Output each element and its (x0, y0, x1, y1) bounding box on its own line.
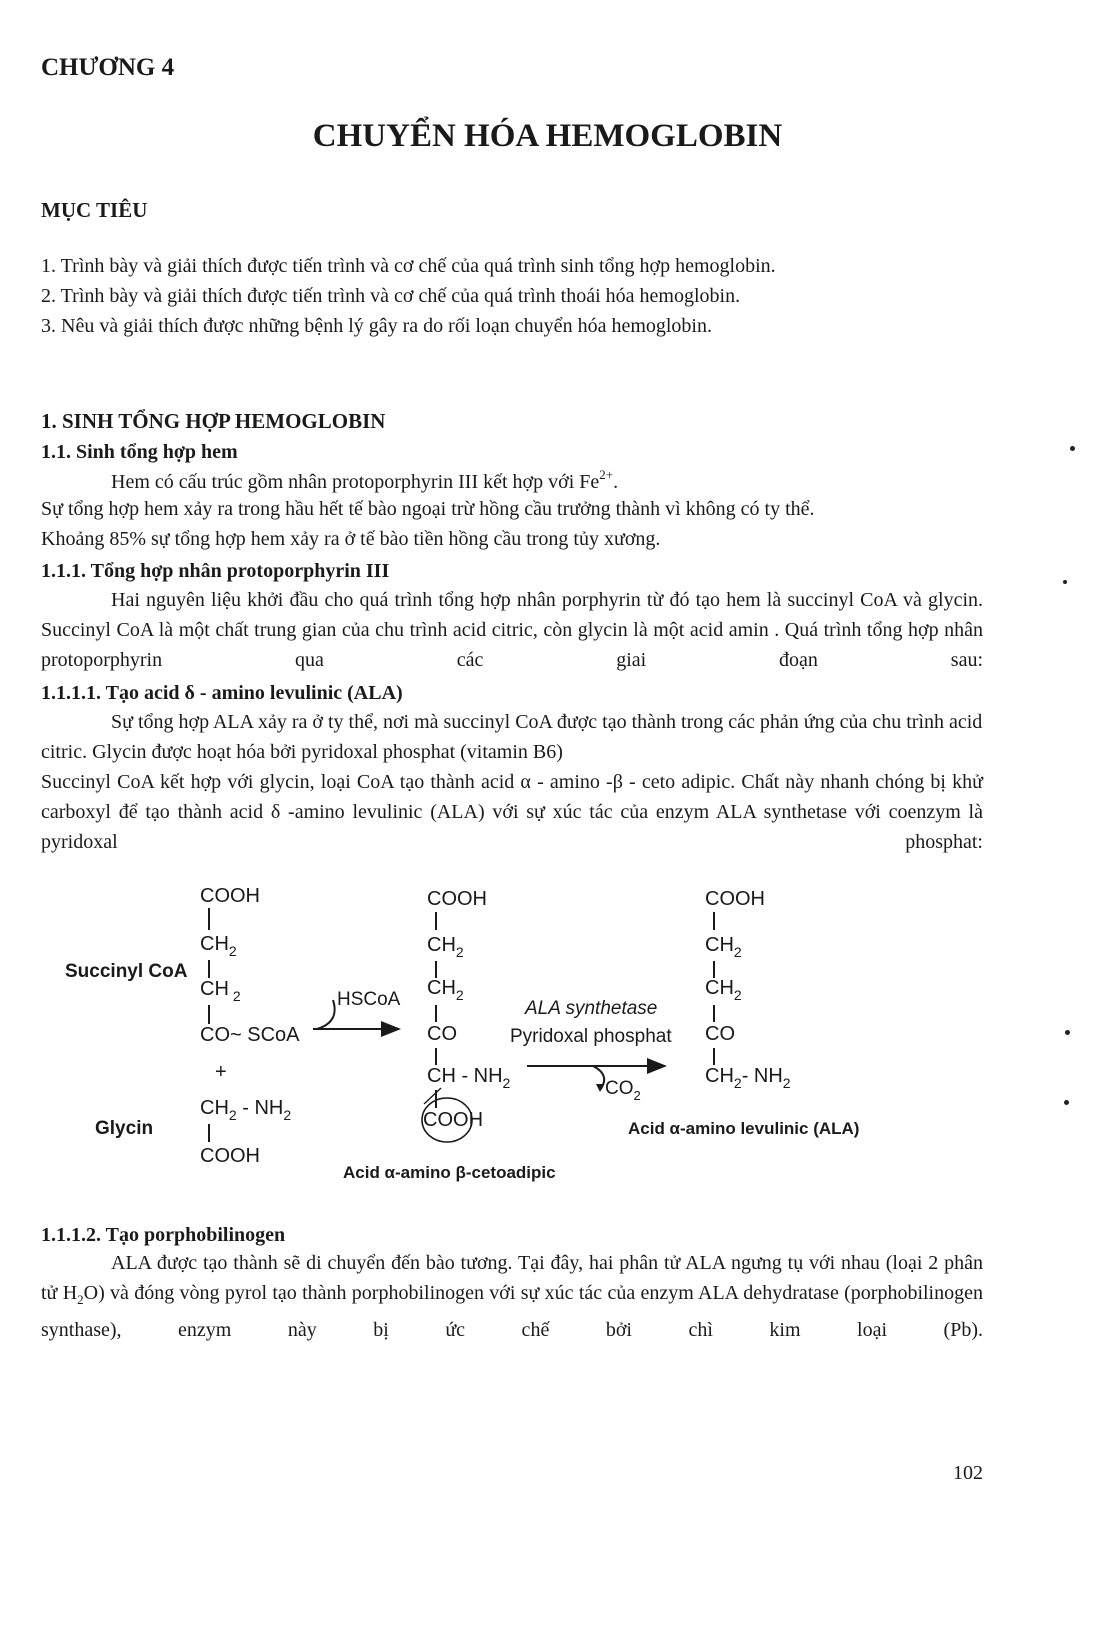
intermediate-structure (422, 888, 511, 1142)
paragraph-line: Sự tổng hợp hem xảy ra trong hầu hết tế bào ngoại trừ hồng cầu trưởng thành vì không có ty thể. (41, 498, 815, 520)
first-reaction-arrow (313, 989, 401, 1029)
subsection-heading: 1.1.1. Tổng hợp nhân protoporphyrin III (41, 560, 390, 582)
svg-text:COOH: COOH (200, 1145, 260, 1167)
svg-text:HSCoA: HSCoA (337, 989, 401, 1010)
objective-item: 2. Trình bày và giải thích được tiến trình và cơ chế của quá trình thoái hóa hemoglobin. (41, 285, 741, 307)
svg-text:CH2: CH $_2$ (200, 978, 241, 1004)
product-name: Acid α-amino levulinic (ALA) (628, 1119, 860, 1138)
svg-text:CO: CO (705, 1023, 735, 1045)
subsection-heading: 1.1.1.1. Tạo acid δ - amino levulinic (ALA) (41, 682, 403, 704)
svg-text:CH2 - NH2: $CH_2 - NH_2$ (200, 1097, 292, 1123)
scan-speck (1070, 446, 1075, 451)
svg-text:CH2: $CH_2$ (705, 934, 742, 960)
product-structure (705, 888, 791, 1091)
scan-speck (1064, 1100, 1069, 1105)
scan-speck (1065, 1030, 1070, 1035)
objectives-heading: MỤC TIÊU (41, 198, 148, 222)
glycin-label: Glycin (95, 1118, 154, 1139)
paragraph-line: Hem có cấu trúc gồm nhân protoporphyrin III kết hợp với $Fe^{2+}$. (111, 467, 619, 493)
objective-item: 1. Trình bày và giải thích được tiến trình và cơ chế của quá trình sinh tổng hợp hemoglobin. (41, 255, 776, 277)
svg-text:CO: CO (427, 1023, 457, 1045)
subsection-heading: 1.1.1.2. Tạo porphobilinogen (41, 1224, 286, 1246)
section-heading: 1. SINH TỔNG HỢP HEMOGLOBIN (41, 409, 386, 433)
svg-text:CH2: $CH_2$ (427, 934, 464, 960)
scan-speck (1063, 580, 1067, 584)
svg-text:COOH: COOH (427, 888, 487, 910)
svg-text:CH2: $CH_2$ (705, 977, 742, 1003)
chapter-label: CHƯƠNG 4 (41, 54, 175, 81)
svg-text:+: + (215, 1061, 227, 1083)
svg-text:COOH: COOH (200, 885, 260, 907)
svg-text:ALA synthetase: ALA synthetase (525, 998, 658, 1019)
reactant-structure (200, 885, 300, 1167)
succinyl-coa-label: Succinyl CoA (65, 961, 188, 982)
page-title: CHUYỂN HÓA HEMOGLOBIN (312, 118, 783, 154)
second-reaction-arrow (510, 998, 672, 1103)
intermediate-name: Acid α-amino β-cetoadipic (343, 1163, 556, 1182)
subsection-heading: 1.1. Sinh tổng hợp hem (41, 441, 238, 463)
reaction-scheme (55, 872, 955, 1192)
paragraph: Sự tổng hợp ALA xảy ra ở ty thể, nơi mà succinyl CoA được tạo thành trong các phản ứng của chu trình acid citric. Glycin được hoạt hóa bởi pyridoxal phosphat (vitamin B6) (41, 711, 983, 763)
paragraph-line: Khoảng 85% sự tổng hợp hem xảy ra ở tế bào tiền hồng cầu trong tủy xương. (41, 528, 661, 550)
svg-text:COOH: COOH (705, 888, 765, 910)
svg-text:CH2: $CH_2$ (427, 977, 464, 1003)
svg-text:CO~ SCoA: CO~ SCoA (200, 1024, 300, 1046)
svg-text:CH2: $CH_2$ (200, 933, 237, 959)
svg-text:CO2: $CO_2$ (605, 1078, 641, 1103)
svg-text:CH - NH2: CH - $NH_2$ (427, 1065, 511, 1091)
svg-text:CH2- NH2: $CH_2-$ $NH_2$ (705, 1065, 791, 1091)
svg-text:Pyridoxal phosphat: Pyridoxal phosphat (510, 1026, 672, 1047)
objective-item: 3. Nêu và giải thích được những bệnh lý gây ra do rối loạn chuyển hóa hemoglobin. (41, 315, 712, 337)
paragraph: Hai nguyên liệu khởi đầu cho quá trình tổng hợp nhân porphyrin từ đó tạo hem là succinyl CoA và glycin. Succinyl CoA là một chất trung gian của chu trình acid citric, còn glycin là một acid amin . Quá trình tổng hợp nhân protoporphyrin qua các giai đoạn sau: (41, 589, 983, 671)
page-number: 102 (953, 1462, 983, 1484)
paragraph: ALA được tạo thành sẽ di chuyển đến bào tương. Tại đây, hai phân tử ALA ngưng tụ với nhau (loại 2 phân tử $H_2O$) và đóng vòng pyrol tạo thành porphobilinogen với sự xúc tác của enzym ALA dehydratase (porphobilinogen synthase), enzym này bị ức chế bởi chì kim loại (Pb). (41, 1252, 983, 1341)
svg-text:COOH: COOH (423, 1109, 484, 1131)
paragraph: Succinyl CoA kết hợp với glycin, loại CoA tạo thành acid α - amino -β - ceto adipic. Chất này nhanh chóng bị khử carboxyl để tạo thành acid δ -amino levulinic (ALA) với sự xúc tác của enzym ALA synthetase với coenzym là pyridoxal phosphat: (41, 771, 983, 853)
